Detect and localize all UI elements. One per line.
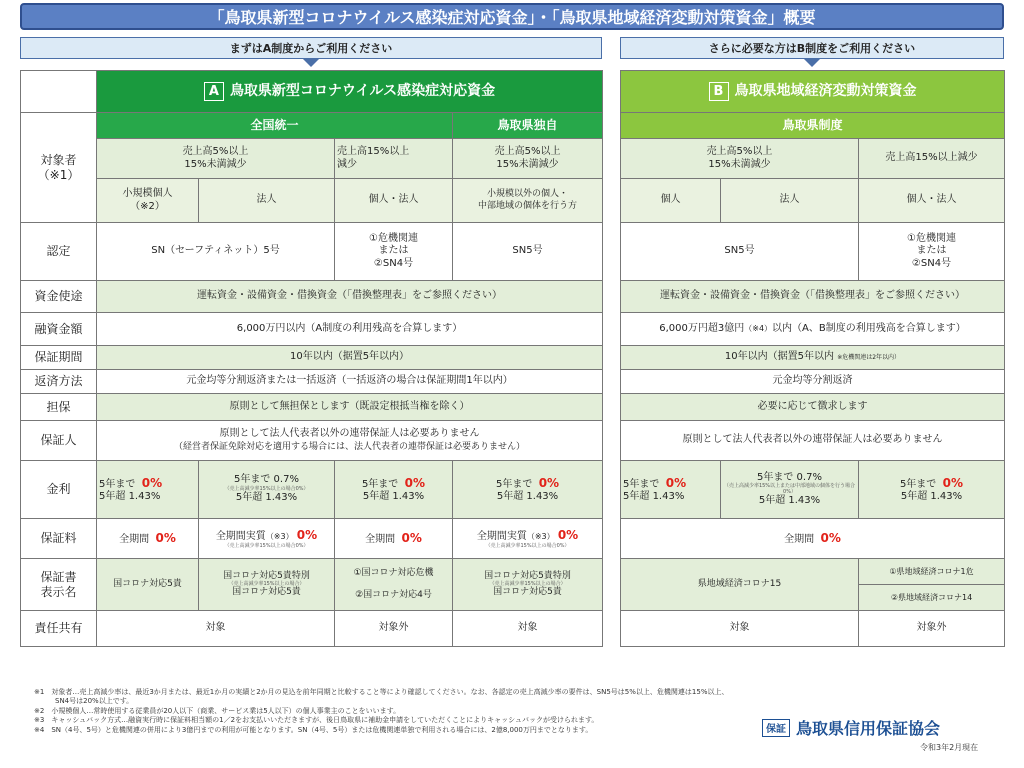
a-ryo-3 [335, 519, 453, 559]
b-yushi-b: 以内（A、B制度の利用残高を合算します） [772, 322, 966, 334]
corner-cell [21, 71, 97, 113]
b-kinri-2 [721, 461, 859, 519]
kinri-top: 5年まで 0.7% [234, 474, 299, 486]
arrow-down-icon [804, 59, 820, 67]
a-ryo-2 [199, 519, 335, 559]
b-ryo [621, 519, 1005, 559]
b-sekinin-2: 対象外 [859, 611, 1005, 647]
kinri-top: 5年まで 0.7% [757, 471, 822, 483]
kinri-label: 5年超 [496, 491, 524, 502]
kinri-zero: 0% [665, 475, 687, 490]
b-yushi-a: 6,000万円超3億円 [659, 322, 745, 334]
kinri-rate: 1.43% [930, 491, 963, 502]
a-hoshonin-2: （経営者保証免除対応を適用する場合には、法人代表者の連帯保証は必要ありません） [174, 441, 526, 452]
ryo-zero: 0% [296, 528, 318, 542]
a-target-1: 売上高5%以上 15%未満減少 [97, 139, 335, 179]
a-tanpo: 原則として無担保とします（既設定根抵当権を除く） [97, 394, 603, 421]
ryo-zero: 0% [155, 530, 176, 545]
kinri-label: 5年まで [623, 478, 660, 490]
b-letter: B [709, 82, 729, 101]
a-target-2: 売上高15%以上 減少 [335, 139, 453, 179]
b-kinri-1 [621, 461, 721, 519]
a-kinri-3 [335, 461, 453, 519]
a-name: 鳥取県新型コロナウイルス感染症対応資金 [229, 83, 496, 99]
b-nintei-2: ①危機関連 または ②SN4号 [859, 223, 1005, 281]
page-title: 「鳥取県新型コロナウイルス感染症対応資金」・「鳥取県地域経済変動対策資金」概要 [20, 3, 1004, 30]
b-kikan-main: 10年以内（据置5年以内 [724, 351, 835, 363]
footnote-3: ※3 キャッシュバック方式…融資実行時に保証料相当額の1／2をお支払いいただきますが、後日鳥取県に補助金申請をしていただくことによりキャッシュバックが受けられます。 [34, 716, 599, 725]
kinri-label: 5年超 [99, 491, 126, 502]
row-tanpo: 担保 [21, 394, 97, 421]
kinri-label: 5年まで [361, 478, 399, 490]
b-target-1: 売上高5%以上 15%未満減少 [621, 139, 859, 179]
ryo-note: （※3） [526, 532, 555, 541]
kinri-rate: 1.43% [526, 491, 559, 502]
logo-mark-icon: 保証 [762, 719, 790, 737]
kinri-rate: 1.43% [652, 491, 685, 502]
a-person-2: 法人 [199, 179, 335, 223]
a-letter: A [204, 82, 224, 101]
row-hensai: 返済方法 [21, 370, 97, 394]
row-hoshonin: 保証人 [21, 421, 97, 461]
ryo-zero: 0% [557, 528, 579, 542]
kinri-label: 5年まで [99, 478, 136, 490]
hyoji-tiny: （売上高減少率15%以上の場合） [489, 580, 566, 587]
a-ryo-1 [97, 519, 199, 559]
footnote-1a: ※1 対象者…売上高減少率は、最近3か月または、最近1か月の実績と2か月の見込を前年同期と比較すること等により確認してください。なお、各認定の売上高減少率の要件は、SN5号は5%以上、危機関連は15%以上、 [34, 688, 729, 696]
row-hosho-kikan: 保証期間 [21, 346, 97, 370]
a-kinri-1 [97, 461, 199, 519]
footnote-4: ※4 SN（4号、5号）と危機関連の併用により3億円までの利用が可能となります。SN（4号、5号）または危機関連単独で利用される場合には、2億8,000万円までとなります。 [34, 725, 593, 734]
a-sekinin-2: 対象外 [335, 611, 453, 647]
a-kinri-2 [199, 461, 335, 519]
row-target: 対象者 （※1） [21, 113, 97, 223]
ryo-note: （※3） [265, 532, 294, 541]
a-hoshonin [97, 421, 603, 461]
b-header [621, 71, 1005, 113]
as-of-date: 令和3年2月現在 [920, 743, 979, 752]
association-logo [762, 716, 940, 739]
ryo-label: 全期間実質 [215, 531, 266, 542]
hyoji-bot: 国コロナ対応5貴 [493, 587, 562, 598]
table-b [620, 70, 1005, 647]
b-target-2: 売上高15%以上減少 [859, 139, 1005, 179]
a-hoshonin-1: 原則として法人代表者以外の連帯保証人は必要ありません [219, 428, 480, 439]
kinri-label: 5年超 [235, 492, 263, 504]
b-yushi-note: （※4） [744, 323, 773, 333]
a-hyoji-1: 国コロナ対応5貴 [97, 559, 199, 611]
b-sekinin-1: 対象 [621, 611, 859, 647]
note-a-text: まずはA制度からご利用ください [229, 42, 393, 55]
ryo-tiny: （売上高減少率15%以上の場合0%） [485, 542, 570, 549]
a-target-3: 売上高5%以上 15%未満減少 [453, 139, 603, 179]
b-yushi [621, 313, 1005, 346]
kinri-rate: 1.43% [265, 492, 298, 504]
a-header [97, 71, 603, 113]
hyoji-tiny: （売上高減少率15%以上の場合） [228, 580, 305, 587]
hyoji-bot: ②国コロナ対応4号 [355, 590, 432, 601]
ryo-label: 全期間 [365, 533, 396, 545]
b-person-1: 個人 [621, 179, 721, 223]
a-hyoji-4 [453, 559, 603, 611]
kinri-zero: 0% [404, 475, 426, 490]
b-person-3: 個人・法人 [859, 179, 1005, 223]
table-a [20, 70, 603, 647]
b-kikan-tiny: ※危機関連は2年以内） [837, 354, 901, 362]
b-person-2: 法人 [721, 179, 859, 223]
ryo-zero: 0% [820, 530, 841, 545]
a-sekinin-3: 対象 [453, 611, 603, 647]
b-tanpo: 必要に応じて徴求します [621, 394, 1005, 421]
a-person-4: 小規模以外の個人・ 中部地域の個体を行う方 [453, 179, 603, 223]
b-hoshonin: 原則として法人代表者以外の連帯保証人は必要ありません [621, 421, 1005, 461]
kinri-zero: 0% [942, 475, 964, 490]
ryo-zero: 0% [401, 530, 422, 545]
a-person-1: 小規模個人 （※2） [97, 179, 199, 223]
hyoji-top: 国コロナ対応5貴特別 [223, 570, 310, 581]
b-hensai: 元金均等分割返済 [621, 370, 1005, 394]
b-hyoji-3: ②県地域経済コロナ14 [859, 585, 1005, 611]
a-kikan: 10年以内（据置5年以内） [97, 346, 603, 370]
footnotes [34, 688, 754, 735]
a-hensai: 元金均等分割返済または一括返済（一括返済の場合は保証期間1年以内） [97, 370, 603, 394]
a-ryo-4 [453, 519, 603, 559]
row-nintei: 認定 [21, 223, 97, 281]
hyoji-top: 国コロナ対応5貴特別 [484, 570, 571, 581]
b-name: 鳥取県地域経済変動対策資金 [734, 83, 917, 99]
b-kinri-3 [859, 461, 1005, 519]
kinri-label: 5年超 [362, 491, 390, 502]
note-b-banner [620, 37, 1004, 59]
kinri-rate: 1.43% [128, 491, 161, 502]
a-sub-national: 全国統一 [97, 113, 453, 139]
kinri-label: 5年超 [900, 491, 928, 502]
row-shikin: 資金使途 [21, 281, 97, 313]
row-hoshoryo: 保証料 [21, 519, 97, 559]
hyoji-bot: 国コロナ対応5貴 [232, 587, 301, 598]
b-nintei-1: SN5号 [621, 223, 859, 281]
note-b-text: さらに必要な方はB制度をご利用ください [708, 42, 916, 55]
a-hyoji-3 [335, 559, 453, 611]
kinri-zero: 0% [538, 475, 560, 490]
a-shikin: 運転資金・設備資金・借換資金（「借換整理表」をご参照ください） [97, 281, 603, 313]
a-kinri-4 [453, 461, 603, 519]
b-hyoji-1: 県地域経済コロナ15 [621, 559, 859, 611]
footnote-1b: SN4号は20%以上です。 [34, 697, 134, 706]
a-nintei-1: SN（セーフティネット）5号 [97, 223, 335, 281]
b-kikan [621, 346, 1005, 370]
b-shikin: 運転資金・設備資金・借換資金（「借換整理表」をご参照ください） [621, 281, 1005, 313]
a-nintei-2: ①危機関連 または ②SN4号 [335, 223, 453, 281]
row-yushi: 融資金額 [21, 313, 97, 346]
kinri-rate: 1.43% [788, 495, 821, 506]
a-hyoji-2 [199, 559, 335, 611]
row-kinri: 金利 [21, 461, 97, 519]
kinri-label: 5年超 [758, 495, 786, 506]
ryo-label: 全期間 [784, 533, 815, 545]
logo-name: 鳥取県信用保証協会 [796, 719, 941, 738]
ryo-tiny: （売上高減少率15%以上の場合0%） [224, 542, 309, 549]
a-sub-local: 鳥取県独自 [453, 113, 603, 139]
kinri-label: 5年まで [495, 478, 533, 490]
kinri-label: 5年超 [623, 491, 650, 502]
note-a-banner [20, 37, 602, 59]
row-hyoji: 保証書 表示名 [21, 559, 97, 611]
kinri-tiny: （売上高減少率15%以上または中部地域の個体を行う場合 0%） [723, 483, 856, 495]
b-sub: 鳥取県制度 [621, 113, 1005, 139]
footnote-2: ※2 小規模個人…常時使用する従業員が20人以下（商業、サービス業は5人以下）の個人事業主のことをいいます。 [34, 706, 401, 715]
ryo-label: 全期間 [119, 533, 150, 545]
kinri-label: 5年まで [899, 478, 937, 490]
kinri-rate: 1.43% [392, 491, 425, 502]
hyoji-top: ①国コロナ対応危機 [353, 567, 434, 578]
a-nintei-3: SN5号 [453, 223, 603, 281]
kinri-zero: 0% [141, 475, 163, 490]
ryo-label: 全期間実質 [476, 531, 527, 542]
arrow-down-icon [303, 59, 319, 67]
a-sekinin-1: 対象 [97, 611, 335, 647]
b-hyoji-2: ①県地域経済コロナ1危 [859, 559, 1005, 585]
a-person-3: 個人・法人 [335, 179, 453, 223]
a-yushi: 6,000万円以内（A制度の利用残高を合算します） [97, 313, 603, 346]
kinri-tiny: （売上高減少率15%以上の場合0%） [224, 485, 309, 492]
row-sekinin: 責任共有 [21, 611, 97, 647]
